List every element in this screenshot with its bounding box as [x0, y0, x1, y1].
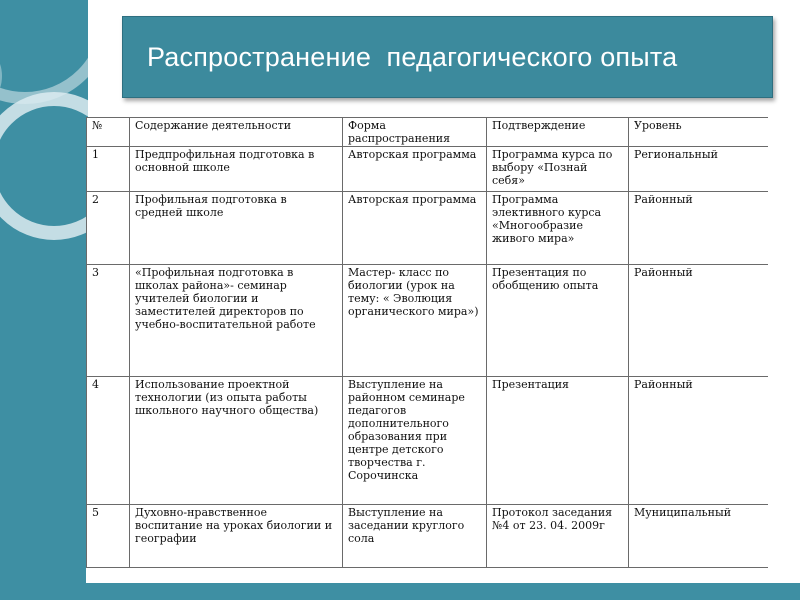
experience-table-container — [86, 117, 768, 583]
row-confirmation: Презентация — [487, 377, 629, 505]
row-level: Региональный — [629, 147, 769, 192]
row-form: Мастер- класс по биологии (урок на тему: « Эволюция органического мира») — [343, 265, 487, 377]
header-number: № — [87, 118, 130, 147]
header-level: Уровень — [629, 118, 769, 147]
row-confirmation: Протокол заседания №4 от 23. 04. 2009г — [487, 505, 629, 568]
row-content: Использование проектной технологии (из опыта работы школьного научного общества) — [130, 377, 343, 505]
header-form: Форма распространения — [343, 118, 487, 147]
row-content: Предпрофильная подготовка в основной школе — [130, 147, 343, 192]
bottom-decor-strip — [0, 583, 800, 600]
decor-ring-icon — [0, 92, 88, 240]
table-row — [87, 265, 769, 377]
row-level: Районный — [629, 192, 769, 265]
header-content: Содержание деятельности — [130, 118, 343, 147]
row-number: 3 — [87, 265, 130, 377]
row-form: Выступление на заседании круглого сола — [343, 505, 487, 568]
row-form: Авторская программа — [343, 147, 487, 192]
slide-title: Распространение педагогического опыта — [147, 41, 678, 72]
row-form: Авторская программа — [343, 192, 487, 265]
table-row — [87, 192, 769, 265]
title-banner — [122, 16, 773, 98]
row-number: 4 — [87, 377, 130, 505]
row-level: Районный — [629, 265, 769, 377]
left-decor-band — [0, 0, 88, 600]
row-confirmation: Презентация по обобщению опыта — [487, 265, 629, 377]
table-row — [87, 377, 769, 505]
row-content: Профильная подготовка в средней школе — [130, 192, 343, 265]
table-header-row — [87, 118, 769, 147]
row-confirmation: Программа курса по выбору «Познай себя» — [487, 147, 629, 192]
experience-table — [86, 117, 768, 568]
row-confirmation: Программа элективного курса «Многообразие живого мира» — [487, 192, 629, 265]
row-level: Муниципальный — [629, 505, 769, 568]
row-number: 5 — [87, 505, 130, 568]
row-content: «Профильная подготовка в школах района»- семинар учителей биологии и заместителей директоров по учебно-воспитательной работе — [130, 265, 343, 377]
table-row — [87, 505, 769, 568]
row-number: 1 — [87, 147, 130, 192]
table-row — [87, 147, 769, 192]
row-form: Выступление на районном семинаре педагогов дополнительного образования при центре детского творчества г. Сорочинска — [343, 377, 487, 505]
header-confirmation: Подтверждение — [487, 118, 629, 147]
decor-ring-icon — [0, 0, 88, 104]
row-level: Районный — [629, 377, 769, 505]
row-number: 2 — [87, 192, 130, 265]
row-content: Духовно-нравственное воспитание на уроках биологии и географии — [130, 505, 343, 568]
